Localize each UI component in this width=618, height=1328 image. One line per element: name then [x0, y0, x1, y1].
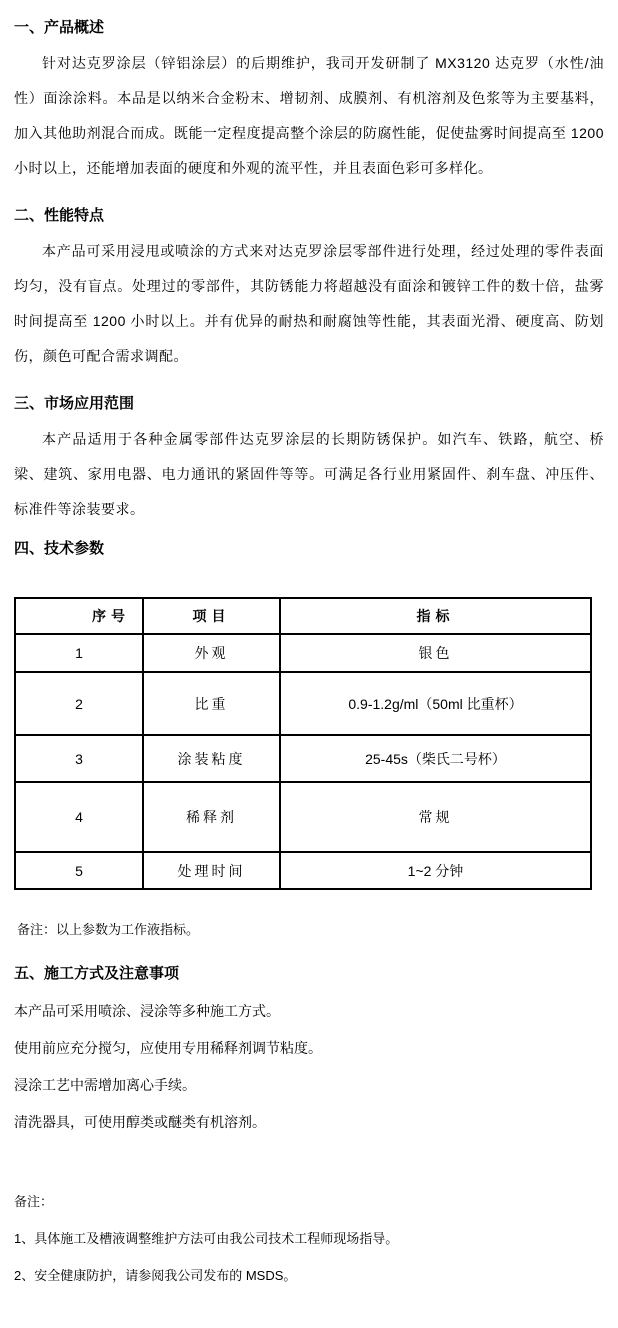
header-cell-spec: 指标: [280, 598, 591, 634]
cell-row5-index: 5: [15, 852, 143, 889]
footnote-item-1: 1、具体施工及槽液调整维护方法可由我公司技术工程师现场指导。: [14, 1231, 399, 1246]
cell-row5-item: 处理时间: [143, 852, 280, 889]
section-1-paragraph: 针对达克罗涂层（锌铝涂层）的后期维护，我司开发研制了 MX3120 达克罗（水性/油性）面涂涂料。本品是以纳米合金粉末、增韧剂、成膜剂、有机溶剂及色浆等为主要基料，加入其他助剂混合而成。既能一定程度提高整个涂层的防腐性能，促使盐雾时间提高至 1200 小时以上，还能增加表面的硬度和外观的流平性，并且表面色彩可多样化。: [14, 55, 604, 176]
cell-row5-spec: 1~2 分钟: [280, 852, 591, 889]
header-cell-item: 项目: [143, 598, 280, 634]
cell-row1-index: 1: [15, 634, 143, 672]
section-5-heading: 五、施工方式及注意事项: [14, 965, 180, 982]
table-row-2: [15, 672, 591, 735]
section-5-line-4: 清洗器具，可使用醇类或醚类有机溶剂。: [14, 1114, 266, 1130]
section-3-heading: 三、市场应用范围: [14, 395, 135, 412]
cell-row1-item: 外观: [143, 634, 280, 672]
section-5-line-1: 本产品可采用喷涂、浸涂等多种施工方式。: [14, 1003, 280, 1019]
section-4-heading: 四、技术参数: [14, 540, 105, 557]
cell-row2-index: 2: [15, 672, 143, 735]
table-row-5: [15, 852, 591, 889]
table-row-3: [15, 735, 591, 782]
footnote-item-2: 2、安全健康防护，请参阅我公司发布的 MSDS。: [14, 1268, 297, 1283]
footnotes-label: 备注：: [14, 1194, 54, 1209]
cell-row3-index: 3: [15, 735, 143, 782]
cell-row4-spec: 常规: [280, 782, 591, 852]
section-1-heading: 一、产品概述: [14, 19, 105, 36]
table-header-row: [15, 598, 591, 634]
cell-row2-spec: 0.9-1.2g/ml（50ml 比重杯）: [280, 672, 591, 735]
cell-row1-spec: 银色: [280, 634, 591, 672]
section-2-heading: 二、性能特点: [14, 207, 105, 224]
cell-row2-item: 比重: [143, 672, 280, 735]
section-5-line-2: 使用前应充分搅匀，应使用专用稀释剂调节粘度。: [14, 1040, 322, 1056]
table-note: 备注：以上参数为工作液指标。: [17, 922, 200, 937]
cell-row4-item: 稀释剂: [143, 782, 280, 852]
header-cell-index: 序号: [15, 598, 143, 634]
cell-row3-spec: 25-45s（柴氏二号杯）: [280, 735, 591, 782]
tech-params-table: [14, 597, 592, 890]
section-2-paragraph: 本产品可采用浸甩或喷涂的方式来对达克罗涂层零部件进行处理，经过处理的零件表面均匀，没有盲点。处理过的零部件，其防锈能力将超越没有面涂和镀锌工件的数十倍，盐雾时间提高至 1200 小时以上。并有优异的耐热和耐腐蚀等性能，其表面光滑、硬度高、防划伤，颜色可配合需求调配。: [14, 243, 604, 364]
cell-row4-index: 4: [15, 782, 143, 852]
section-3-paragraph: 本产品适用于各种金属零部件达克罗涂层的长期防锈保护。如汽车、铁路，航空、桥梁、建筑、家用电器、电力通讯的紧固件等等。可满足各行业用紧固件、刹车盘、冲压件、标准件等涂装要求。: [14, 431, 604, 517]
table-row-4: [15, 782, 591, 852]
section-5-line-3: 浸涂工艺中需增加离心手续。: [14, 1077, 196, 1093]
table-row-1: [15, 634, 591, 672]
cell-row3-item: 涂装粘度: [143, 735, 280, 782]
